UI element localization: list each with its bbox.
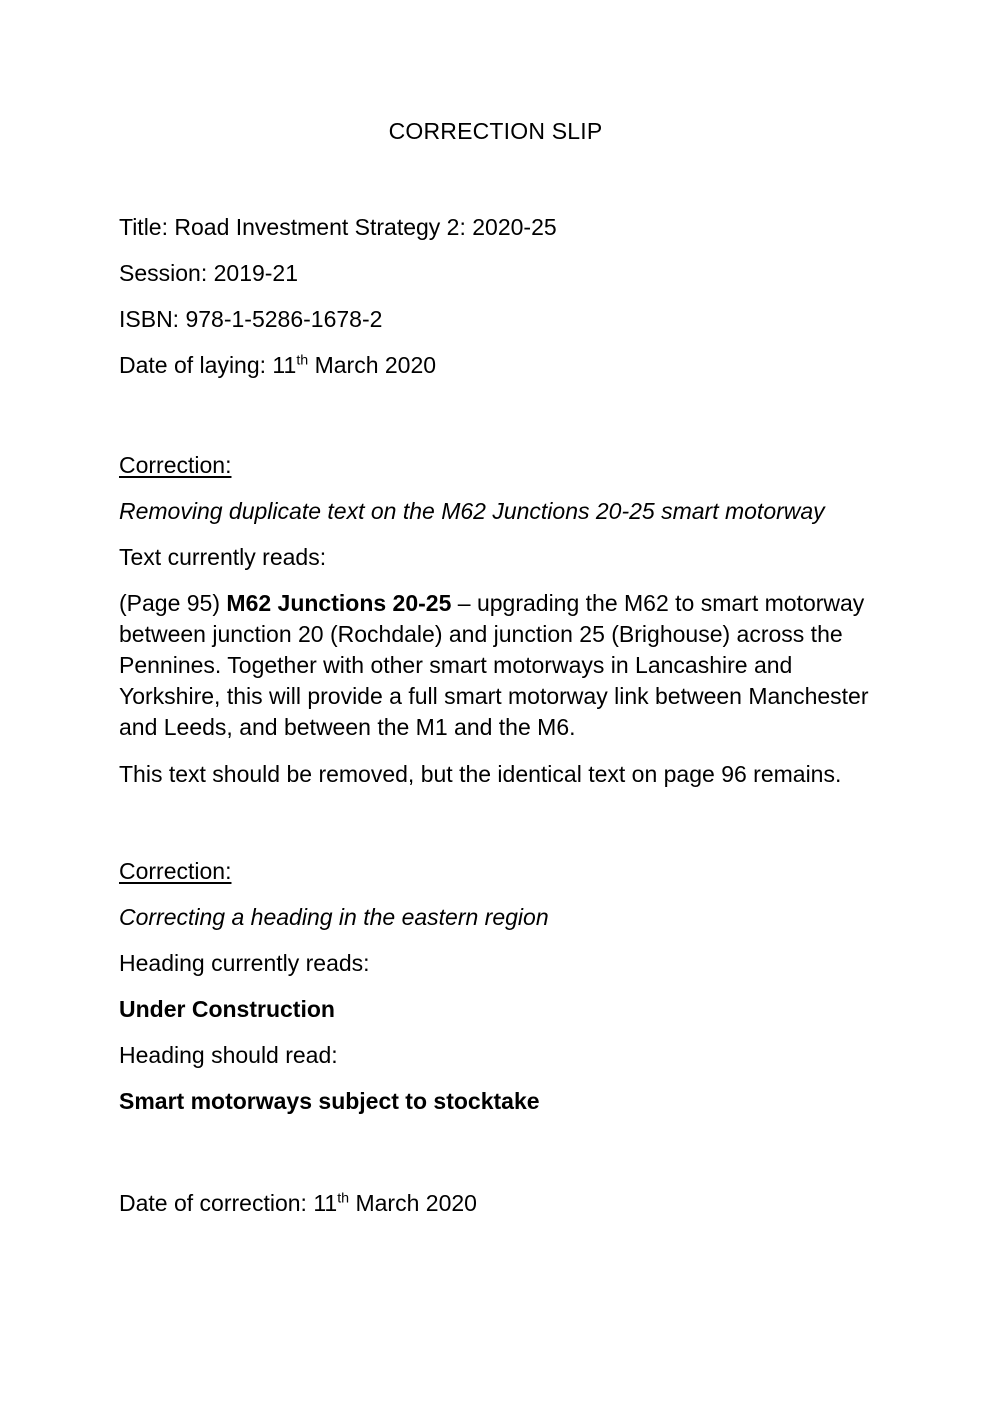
correction-2-summary: Correcting a heading in the eastern region [119,904,549,930]
metadata-session-line: Session: 2019-21 [119,260,299,286]
correction-2-should-label: Heading should read: [119,1042,338,1068]
date-of-laying-line [119,350,879,380]
date-of-correction-day: 11 [313,1190,338,1216]
date-of-laying-ordinal-suffix: th [296,352,309,369]
correction-1-intro: Text currently reads: [119,544,327,570]
correction-1-quoted-text [119,588,874,743]
correction-block-2 [119,856,879,1132]
correction-1-summary: Removing duplicate text on the M62 Junctions 20-25 smart motorway [119,498,825,524]
footer-block [119,1188,879,1234]
metadata-isbn-line: ISBN: 978-1-5286-1678-2 [119,306,383,332]
quoted-prefix: (Page 95) [119,590,227,616]
date-of-laying-day: 11 [272,352,297,378]
correction-1-heading: Correction: [119,452,232,478]
date-of-correction-ordinal-suffix: th [337,1190,350,1207]
correction-1-instruction: This text should be removed, but the identical text on page 96 remains. [119,761,842,787]
quoted-bold-run: M62 Junctions 20-25 [226,590,452,616]
date-of-correction-month-year: March 2020 [355,1190,477,1216]
correction-1-heading-wrapper [119,450,879,480]
correction-2-should-value: Smart motorways subject to stocktake [119,1088,540,1114]
page-title: CORRECTION SLIP [388,118,603,144]
correction-2-heading-wrapper [119,856,879,886]
date-of-laying-month-year: March 2020 [314,352,437,378]
date-of-laying-label: Date of laying: [119,352,267,378]
correction-2-current-value: Under Construction [119,996,335,1022]
quoted-rest: – upgrading the M62 to smart motorway between junction 20 (Rochdale) and junction 25 (Brighouse) across the Pennines. Together with other smart motorways in Lancashire and Yorkshire, this will provide a full smart motorway link between Manchester and Leeds, and between the M1 and the M6. [119,590,869,740]
correction-2-heading: Correction: [119,858,232,884]
date-of-correction-line [119,1188,879,1218]
date-of-correction-label: Date of correction: [119,1190,307,1216]
metadata-title-line: Title: Road Investment Strategy 2: 2020-25 [119,214,557,240]
correction-2-current-label: Heading currently reads: [119,950,370,976]
metadata-block [119,212,879,396]
correction-block-1 [119,450,879,805]
